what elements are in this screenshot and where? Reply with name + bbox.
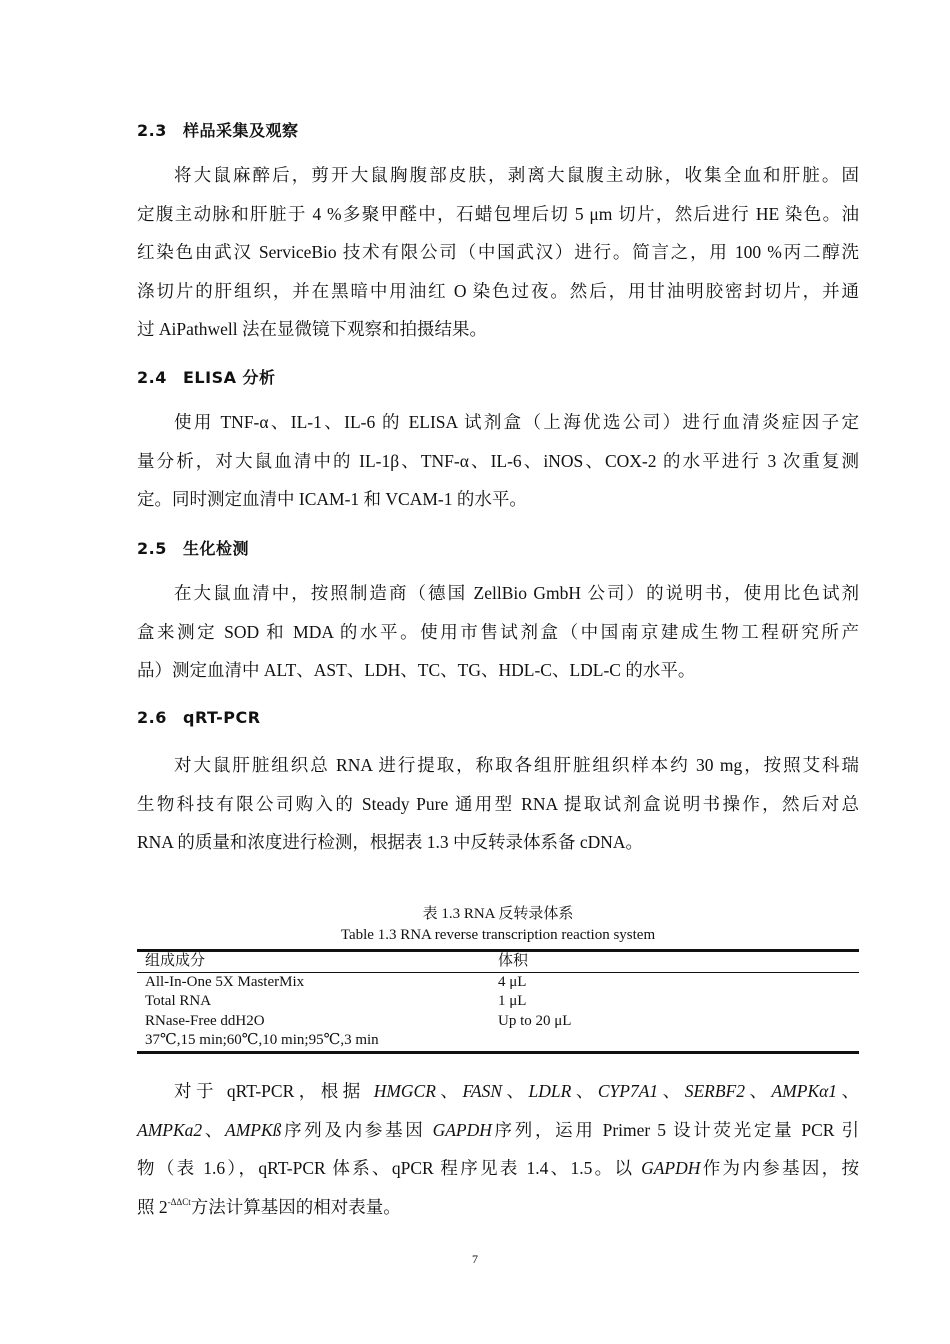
page-number: 7 <box>472 1252 478 1266</box>
text-run: 对于 qRT-PCR，根据 <box>174 1081 374 1101</box>
reaction-table <box>137 949 859 1054</box>
separator: 、 <box>502 1081 529 1101</box>
separator: 、 <box>571 1081 598 1101</box>
text-run: 照 2 <box>137 1196 168 1217</box>
paragraph-line <box>137 1072 859 1111</box>
section-heading-2-6 <box>137 708 261 727</box>
gene-name: GAPDH <box>432 1119 492 1140</box>
paragraph-line: 在大鼠血清中，按照制造商（德国 ZellBio GmbH 公司）的说明书，使用比色试剂 <box>174 583 859 603</box>
section-title: 样品采集及观察 <box>183 121 299 140</box>
table-cell: RNase-Free ddH2O <box>145 1012 265 1029</box>
paragraph-line <box>137 1149 859 1188</box>
section-title: qRT-PCR <box>183 708 261 727</box>
text-run: 作为内参基因，按 <box>700 1158 860 1178</box>
paragraph-line: 使用 TNF-α、IL-1、IL-6 的 ELISA 试剂盒（上海优选公司）进行血清炎症因子定 <box>174 412 859 432</box>
gene-name: FASN <box>462 1081 502 1101</box>
gene-name: LDLR <box>528 1081 572 1101</box>
separator: 、 <box>744 1081 772 1101</box>
table-row <box>137 1012 859 1032</box>
superscript: -ΔΔCt <box>167 1196 191 1207</box>
table-cell: All-In-One 5X MasterMix <box>145 973 305 990</box>
section-heading-2-5 <box>137 536 249 559</box>
paragraph-2-4 <box>137 403 859 519</box>
separator: 、 <box>658 1081 685 1101</box>
gene-name: AMPKα1 <box>771 1081 838 1101</box>
text-run: 序列，运用 Primer 5 设计荧光定量 PCR 引 <box>491 1119 860 1140</box>
section-heading-2-4 <box>137 365 276 388</box>
section-title: 生化检测 <box>183 539 250 558</box>
table-row <box>137 973 859 993</box>
table-cell: 1 μL <box>498 993 527 1009</box>
table-row <box>137 992 859 1012</box>
text-run: 方法计算基因的相对表量。 <box>190 1196 401 1217</box>
paragraph-line: 定腹主动脉和肝脏于 4 %多聚甲醛中，石蜡包埋后切 5 μm 切片，然后进行 HE 染色。油 <box>137 203 859 224</box>
separator: 、 <box>435 1081 463 1101</box>
paragraph-line: 涤切片的肝组织，并在黑暗中用油红 O 染色过夜。然后，用甘油明胶密封切片，并通 <box>137 280 859 301</box>
table-header-row <box>137 952 859 972</box>
section-number: 2.5 <box>137 539 167 558</box>
paragraph-qrt-pcr <box>137 1072 859 1226</box>
gene-name: CYP7A1 <box>597 1081 659 1101</box>
paragraph-line: 将大鼠麻醉后，剪开大鼠胸腹部皮肤，剥离大鼠腹主动脉，收集全血和肝脏。固 <box>174 165 859 185</box>
table-cell-empty <box>498 1031 859 1051</box>
paragraph-2-5 <box>137 574 859 690</box>
paragraph-line: 过 AiPathwell 法在显微镜下观察和拍摄结果。 <box>137 319 487 339</box>
paragraph-line: RNA 的质量和浓度进行检测，根据表 1.3 中反转录体系备 cDNA。 <box>137 832 644 852</box>
section-heading-2-3 <box>137 118 299 141</box>
table-cell: Total RNA <box>145 993 212 1009</box>
gene-name: SERBF2 <box>684 1081 745 1101</box>
gene-name: GAPDH <box>641 1158 701 1178</box>
paragraph-2-6 <box>137 746 859 862</box>
section-number: 2.3 <box>137 121 167 140</box>
table-caption-cn: 表 1.3 RNA 反转录体系 <box>422 906 574 922</box>
section-title: ELISA 分析 <box>183 368 276 387</box>
section-number: 2.6 <box>137 708 167 727</box>
paragraph-2-3 <box>137 156 859 349</box>
table-cell: 4 μL <box>498 973 527 990</box>
separator: 、 <box>202 1119 226 1140</box>
paragraph-line: 生物科技有限公司购入的 Steady Pure 通用型 RNA 提取试剂盒说明书操作，然后对总 <box>137 793 859 814</box>
gene-name: AMPKa2 <box>137 1119 203 1140</box>
gene-name: AMPKß <box>225 1119 282 1140</box>
gene-name: HMGCR <box>373 1081 436 1101</box>
paragraph-line: 定。同时测定血清中 ICAM-1 和 VCAM-1 的水平。 <box>137 489 527 509</box>
table-header-cell: 体积 <box>498 953 529 969</box>
text-run: 序列及内参基因 <box>281 1119 433 1140</box>
section-number: 2.4 <box>137 368 167 387</box>
paragraph-line: 量分析，对大鼠血清中的 IL-1β、TNF-α、IL-6、iNOS、COX-2 的水平进行 3 次重复测 <box>137 450 859 471</box>
paragraph-line: 对大鼠肝脏组织总 RNA 进行提取，称取各组肝脏组织样本约 30 mg，按照艾科瑞 <box>174 755 859 775</box>
text-run: 物（表 1.6），qRT-PCR 体系、qPCR 程序见表 1.4、1.5。以 <box>137 1158 642 1178</box>
paragraph-line: 盒来测定 SOD 和 MDA 的水平。使用市售试剂盒（中国南京建成生物工程研究所产 <box>137 621 859 642</box>
table-cell: Up to 20 μL <box>498 1012 572 1029</box>
table-caption-en: Table 1.3 RNA reverse transcription reaction system <box>340 927 656 943</box>
paragraph-line: 红染色由武汉 ServiceBio 技术有限公司（中国武汉）进行。简言之，用 100 %丙二醇洗 <box>137 242 859 262</box>
table-footer-cell: 37℃,15 min;60℃,10 min;95℃,3 min <box>145 1032 379 1048</box>
paragraph-line <box>137 1188 859 1227</box>
table-footer-row <box>137 1031 859 1051</box>
separator: 、 <box>837 1081 860 1101</box>
table-header-cell: 组成成分 <box>145 953 206 969</box>
paragraph-line <box>137 1111 859 1150</box>
table-bottom-rule <box>137 1051 859 1054</box>
paragraph-line: 品）测定血清中 ALT、AST、LDH、TC、TG、HDL-C、LDL-C 的水平。 <box>137 660 696 680</box>
